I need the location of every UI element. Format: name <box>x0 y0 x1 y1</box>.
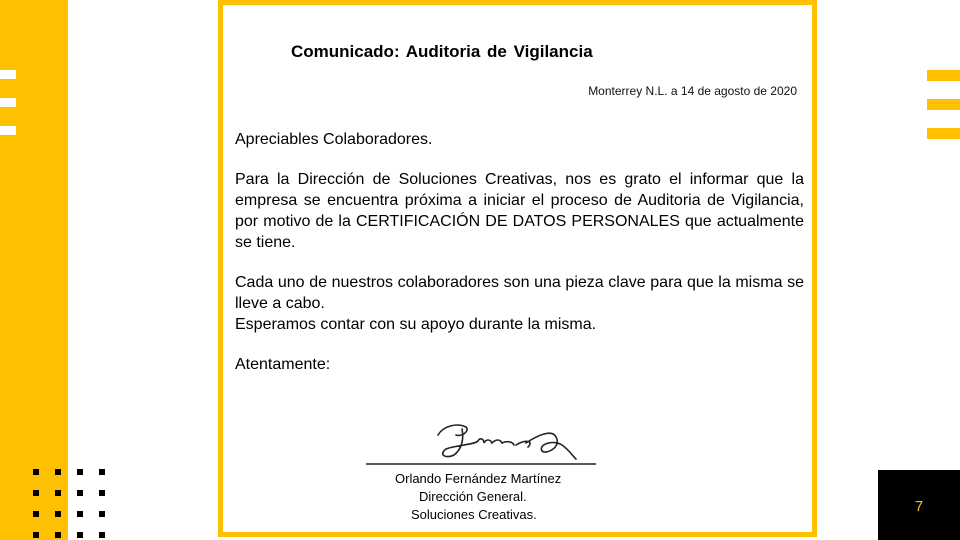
decor-bar <box>0 70 16 79</box>
decor-dot <box>99 532 105 538</box>
decor-dot <box>99 469 105 475</box>
greeting: Apreciables Colaboradores. <box>235 131 433 148</box>
decor-dot <box>33 511 39 517</box>
signer-organization: Soluciones Creativas. <box>411 507 537 522</box>
decor-bar <box>927 99 960 110</box>
decor-dot <box>55 532 61 538</box>
decor-dot <box>33 532 39 538</box>
page-number-box <box>878 470 960 540</box>
decor-dot <box>77 532 83 538</box>
decor-bar <box>927 70 960 81</box>
decor-dot <box>77 511 83 517</box>
paragraph-support: Esperamos contar con su apoyo durante la misma. <box>235 316 597 333</box>
paragraph-collaborators: Cada uno de nuestros colaboradores son una pieza clave para que la misma se lleve a cabo. <box>235 274 804 312</box>
document-title: Comunicado: Auditoria de Vigilancia <box>291 42 593 61</box>
decor-dot <box>55 469 61 475</box>
decor-bar <box>927 128 960 139</box>
decor-dot <box>99 490 105 496</box>
decor-dot <box>55 490 61 496</box>
document-body <box>235 129 804 375</box>
decor-dot <box>33 490 39 496</box>
left-accent-band <box>0 0 68 540</box>
right-decorative-bars <box>927 70 960 157</box>
decor-dot <box>33 469 39 475</box>
decor-dot <box>77 469 83 475</box>
left-decorative-bars <box>0 70 16 154</box>
signature-block <box>373 470 603 524</box>
signer-name: Orlando Fernández Martínez <box>395 471 562 486</box>
decor-bar <box>0 126 16 135</box>
decor-dot <box>77 490 83 496</box>
handwritten-signature <box>366 415 596 467</box>
paragraph-intro: Para la Dirección de Soluciones Creativas, nos es grato el informar que la empresa se encuentra próxima a iniciar el proceso de Auditoria de Vigilancia, por motivo de la CERTIFICACIÓN DE DATOS PERSONALES que actualmente se tiene. <box>235 171 804 251</box>
document-date: Monterrey N.L. a 14 de agosto de 2020 <box>588 84 797 98</box>
dot-grid-decoration <box>33 469 105 538</box>
decor-bar <box>0 98 16 107</box>
signer-role: Dirección General. <box>419 489 527 504</box>
closing: Atentamente: <box>235 356 331 373</box>
decor-dot <box>55 511 61 517</box>
page-number: 7 <box>914 498 924 515</box>
document-frame <box>218 0 817 537</box>
decor-dot <box>99 511 105 517</box>
